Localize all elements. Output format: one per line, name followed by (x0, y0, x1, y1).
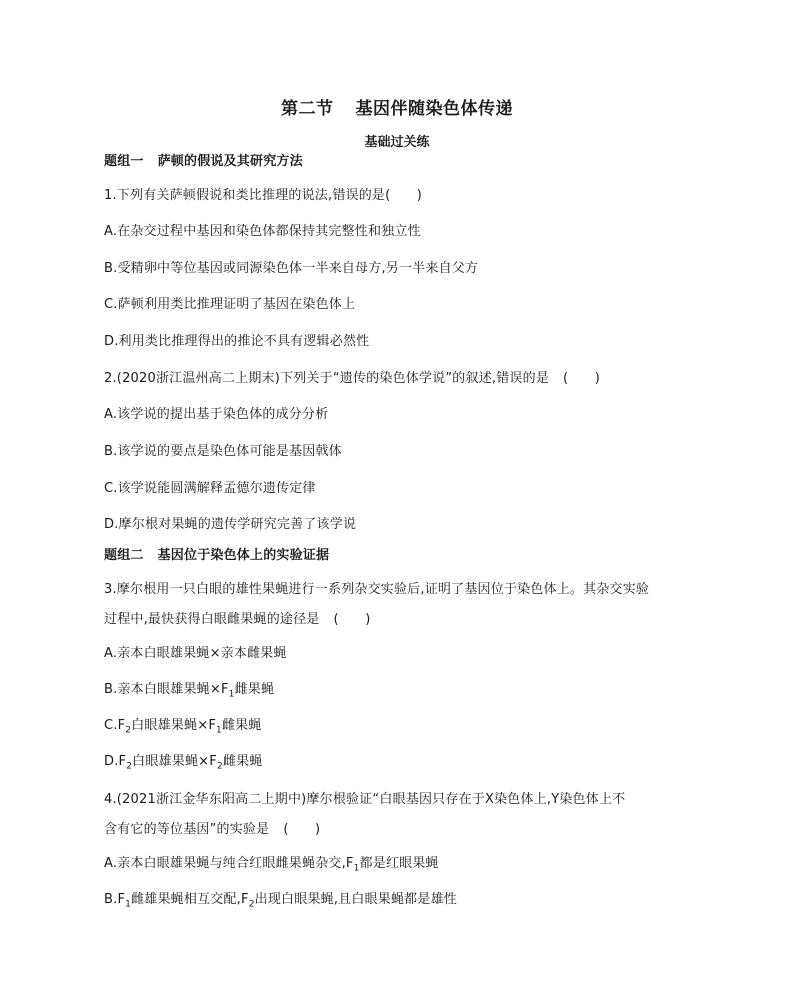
question-2-option-c: C.该学说能圆满解释孟德尔遗传定律 (104, 481, 316, 496)
question-2-option-a: A.该学说的提出基于染色体的成分分析 (104, 407, 329, 422)
question-4-option-b: $B.F_1$雌雄果蝇相互交配$,F_2$出现白眼果蝇,且白眼果蝇都是雄性 (104, 892, 457, 910)
group-heading-2 (104, 548, 329, 564)
answer-bracket: ( ) (333, 612, 371, 627)
question-3-stem-line-1: 3.摩尔根用一只白眼的雄性果蝇进行一系列杂交实验后,证明了基因位于染色体上。其杂交实验 (104, 582, 650, 597)
question-3-stem-line-2: 过程中,最快获得白眼雌果蝇的途径是 ( ) (104, 612, 371, 627)
question-3-option-d: $D.F_2$白眼雄果蝇$\times F_2$雌果蝇 (104, 754, 263, 772)
section-name: 基因伴随染色体传递 (355, 99, 513, 119)
question-1-option-d: D.利用类比推理得出的推论不具有逻辑必然性 (104, 334, 370, 349)
page-title (0, 94, 794, 119)
group-heading-1 (104, 154, 303, 170)
question-4-stem-line-2: 含有它的等位基因”的实验是 ( ) (104, 822, 321, 837)
question-3-option-a: A.亲本白眼雄果蝇×亲本雌果蝇 (104, 646, 287, 661)
question-2-option-d: D.摩尔根对果蝇的遗传学研究完善了该学说 (104, 517, 357, 532)
question-2-stem: 2.(2020浙江温州高二上期末)下列关于“遗传的染色体学说”的叙述,错误的是 ( ) (104, 371, 600, 386)
answer-bracket: ( ) (563, 371, 600, 386)
group-label: 题组一 (104, 154, 144, 169)
question-4-option-a: A.亲本白眼雄果蝇与纯合红眼雌果蝇杂交$,F_1$都是红眼果蝇 (104, 856, 439, 874)
group-name: 基因位于染色体上的实验证据 (157, 548, 330, 563)
question-1-option-b: B.受精卵中等位基因或同源染色体一半来自母方,另一半来自父方 (104, 261, 479, 276)
answer-bracket: ( ) (385, 188, 423, 203)
question-1-option-c: C.萨顿利用类比推理证明了基因在染色体上 (104, 297, 356, 312)
question-3-option-c: $C.F_2$白眼雄果蝇$\times F_1$雌果蝇 (104, 718, 262, 736)
question-1-stem: 1.下列有关萨顿假说和类比推理的说法,错误的是( ) (104, 188, 423, 203)
question-4-stem-line-1: 4.(2021浙江金华东阳高二上期中)摩尔根验证“白眼基因只存在于X染色体上,Y染色体上不 (104, 792, 626, 807)
question-3-option-b: B.亲本白眼雄果蝇$\times F_1$雌果蝇 (104, 682, 275, 700)
page-subtitle: 基础过关练 (364, 135, 430, 150)
section-number: 第二节 (281, 99, 334, 119)
question-2-option-b: B.该学说的要点是染色体可能是基因戟体 (104, 444, 342, 459)
group-label: 题组二 (104, 548, 144, 563)
answer-bracket: ( ) (283, 822, 321, 837)
group-name: 萨顿的假说及其研究方法 (157, 154, 303, 169)
question-1-option-a: A.在杂交过程中基因和染色体都保持其完整性和独立性 (104, 224, 421, 239)
